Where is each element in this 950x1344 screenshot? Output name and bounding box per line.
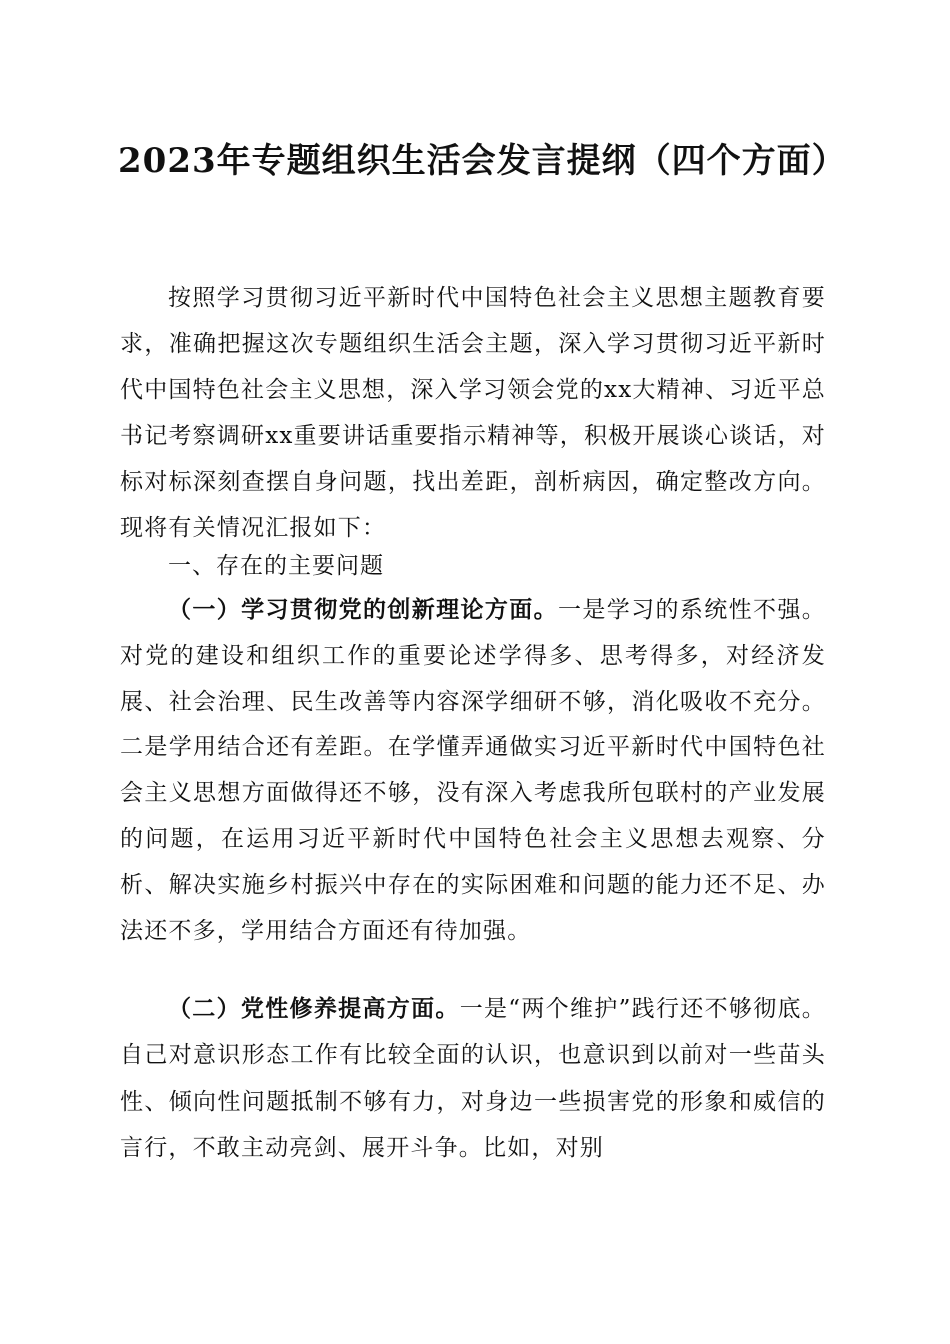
intro-paragraph: 按照学习贯彻习近平新时代中国特色社会主义思想主题教育要求，准确把握这次专题组织生活会主题，深入学习贯彻习近平新时代中国特色社会主义思想，深入学习领会党的xx大精神、习近平总书记考察调研xx重要讲话重要指示精神等，积极开展谈心谈话，对标对标深刻查摆自身问题，找出差距，剖析病因，确定整改方向。现将有关情况汇报如下： [120,285,826,541]
paragraph-item-2 [120,986,826,1172]
paragraph-item-1-lead: （一）学习贯彻党的创新理论方面。 [168,596,559,623]
paragraph-item-1-text: 一是学习的系统性不强。对党的建设和组织工作的重要论述学得多、思考得多，对经济发展、社会治理、民生改善等内容深学细研不够，消化吸收不充分。二是学用结合还有差距。在学懂弄通做实习近平新时代中国特色社会主义思想方面做得还不够，没有深入考虑我所包联村的产业发展的问题，在运用习近平新时代中国特色社会主义思想去观察、分析、解决实施乡村振兴中存在的实际困难和问题的能力还不足、办法还不多，学用结合方面还有待加强。 [120,597,826,944]
paragraph-item-1 [120,587,826,954]
section-heading: 一、存在的主要问题 [168,553,384,579]
paragraph-item-2-text: 一是“两个维护”践行还不够彻底。自己对意识形态工作有比较全面的认识，也意识到以前对一些苗头性、倾向性问题抵制不够有力，对身边一些损害党的形象和威信的言行，不敢主动亮剑、展开斗争。比如，对别 [120,996,827,1162]
document-title: 2023年专题组织生活会发言提纲（四个方面） [118,141,847,181]
paragraph-item-2-lead: （二）党性修养提高方面。 [168,995,460,1022]
